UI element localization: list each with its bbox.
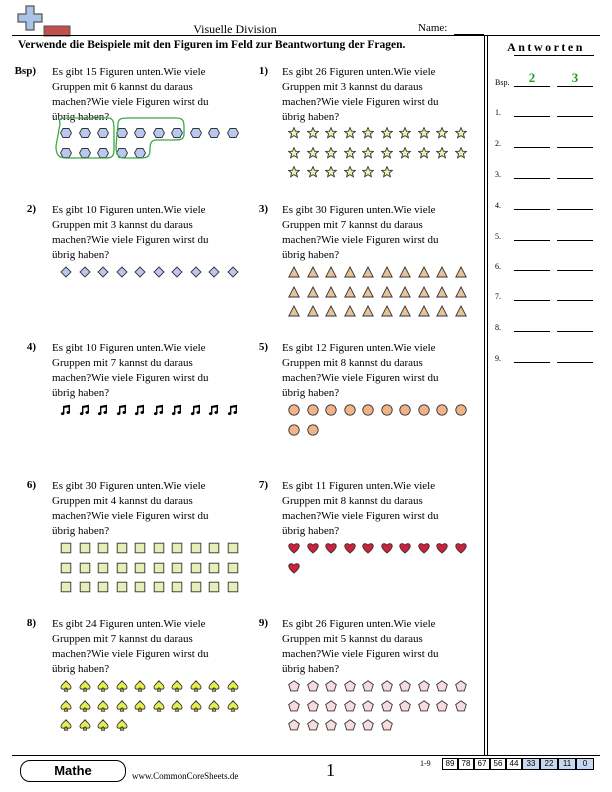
triangle-icon [288,285,300,297]
question-text: Es gibt 10 Figuren unten.Wie viele Gruppen mit 7 kannst du daraus machen?Wie viele Figuren wirst du übrig haben? [52,342,209,399]
score-cell: 22 [540,758,558,770]
pentagon-icon [381,718,393,730]
square-icon [79,541,91,553]
star-icon [344,146,356,158]
answer-label: 2. [495,139,501,148]
square-icon [153,541,165,553]
triangle-icon [381,265,393,277]
star-icon [381,146,393,158]
triangle-icon [288,265,300,277]
question-text: Es gibt 26 Figuren unten.Wie viele Gruppen mit 5 kannst du daraus machen?Wie viele Figuren wirst du übrig haben? [282,618,439,675]
circle-icon [307,423,319,435]
question-number: 9) [258,617,268,629]
note-icon [227,403,239,415]
star-icon [307,165,319,177]
star-icon [381,126,393,138]
star-icon [307,126,319,138]
square-icon [97,541,109,553]
pentagon-icon [418,679,430,691]
square-icon [227,541,239,553]
answer-line[interactable] [557,166,593,179]
hexagon-icon [97,146,109,158]
heart-icon [399,541,411,553]
square-icon [190,541,202,553]
heart-icon [307,541,319,553]
triangle-icon [362,265,374,277]
star-icon [418,126,430,138]
answer-line[interactable] [514,197,550,210]
question-text: Es gibt 11 Figuren unten.Wie viele Gruppen mit 8 kannst du daraus machen?Wie viele Figuren wirst du übrig haben? [282,480,439,537]
square-icon [190,561,202,573]
pentagon-icon [436,679,448,691]
page-number: 1 [326,760,335,780]
pentagon-icon [288,699,300,711]
spade-icon [153,699,165,711]
circle-icon [455,403,467,415]
note-icon [116,403,128,415]
square-icon [116,541,128,553]
star-icon [399,126,411,138]
square-icon [208,541,220,553]
square-icon [60,541,72,553]
heart-icon [288,541,300,553]
spade-icon [190,699,202,711]
square-icon [116,580,128,592]
answer-example-line [514,73,550,87]
note-icon [208,403,220,415]
diamond-icon [190,265,202,277]
pentagon-icon [455,679,467,691]
pentagon-icon [307,718,319,730]
circle-icon [418,403,430,415]
answer-line[interactable] [557,319,593,332]
answer-label: 1. [495,108,501,117]
star-icon [288,165,300,177]
score-cell: 67 [474,758,490,770]
triangle-icon [455,285,467,297]
spade-icon [227,699,239,711]
answer-label: 8. [495,323,501,332]
score-cell: 89 [442,758,458,770]
subject-badge: Mathe [20,760,126,782]
answer-line[interactable] [514,166,550,179]
score-cell: 11 [558,758,576,770]
question-number: 5) [258,341,268,353]
pentagon-icon [362,699,374,711]
answers-title-underline [514,55,594,56]
answer-line[interactable] [514,350,550,363]
pentagon-icon [455,699,467,711]
pentagon-icon [399,699,411,711]
triangle-icon [436,265,448,277]
pentagon-icon [307,699,319,711]
square-icon [134,580,146,592]
question-text: Es gibt 15 Figuren unten.Wie viele Gruppen mit 6 kannst du daraus machen?Wie viele Figuren wirst du übrig haben? [52,66,209,123]
square-icon [153,580,165,592]
star-icon [362,126,374,138]
page-title: Visuelle Division [193,22,277,36]
diamond-icon [79,265,91,277]
circle-icon [362,403,374,415]
answer-line[interactable] [557,104,593,117]
spade-icon [79,699,91,711]
spade-icon [116,679,128,691]
hexagon-icon [134,146,146,158]
triangle-icon [307,285,319,297]
triangle-icon [325,265,337,277]
spade-icon [208,699,220,711]
note-icon [153,403,165,415]
pentagon-icon [344,699,356,711]
star-icon [325,165,337,177]
diamond-icon [60,265,72,277]
hexagon-icon [60,126,72,138]
star-icon [455,126,467,138]
spade-icon [134,679,146,691]
spade-icon [227,679,239,691]
hexagon-icon [116,126,128,138]
square-icon [227,580,239,592]
question-text: Es gibt 26 Figuren unten.Wie viele Gruppen mit 3 kannst du daraus machen?Wie viele Figuren wirst du übrig haben? [282,66,439,123]
spade-icon [171,699,183,711]
pentagon-icon [362,718,374,730]
triangle-icon [344,304,356,316]
score-cell: 44 [506,758,522,770]
answer-line[interactable] [514,104,550,117]
hexagon-icon [134,126,146,138]
square-icon [79,561,91,573]
hexagon-icon [190,126,202,138]
pentagon-icon [325,699,337,711]
answers-title: Antworten [507,40,585,54]
note-icon [171,403,183,415]
spade-icon [116,718,128,730]
triangle-icon [362,304,374,316]
square-icon [97,580,109,592]
note-icon [134,403,146,415]
heart-icon [344,541,356,553]
triangle-icon [307,304,319,316]
triangle-icon [344,265,356,277]
footer-divider [12,755,600,756]
square-icon [60,580,72,592]
diamond-icon [97,265,109,277]
hexagon-icon [227,126,239,138]
heart-icon [381,541,393,553]
question-text: Es gibt 30 Figuren unten.Wie viele Gruppen mit 7 kannst du daraus machen?Wie viele Figuren wirst du übrig haben? [282,204,439,261]
answer-example-label: Bsp. [495,78,510,87]
spade-icon [208,679,220,691]
star-icon [325,146,337,158]
square-icon [208,580,220,592]
square-icon [171,561,183,573]
answer-label: 4. [495,201,501,210]
question-text: Es gibt 24 Figuren unten.Wie viele Gruppen mit 7 kannst du daraus machen?Wie viele Figuren wirst du übrig haben? [52,618,209,675]
answer-example-value: 2 [528,70,536,85]
triangle-icon [455,304,467,316]
star-icon [344,165,356,177]
answer-line[interactable] [514,319,550,332]
circle-icon [307,403,319,415]
answer-line[interactable] [514,258,550,271]
pentagon-icon [436,699,448,711]
star-icon [436,126,448,138]
question-text: Es gibt 30 Figuren unten.Wie viele Gruppen mit 4 kannst du daraus machen?Wie viele Figuren wirst du übrig haben? [52,480,209,537]
heart-icon [325,541,337,553]
pentagon-icon [362,679,374,691]
hexagon-icon [60,146,72,158]
square-icon [171,541,183,553]
question-text: Es gibt 10 Figuren unten.Wie viele Gruppen mit 3 kannst du daraus machen?Wie viele Figuren wirst du übrig haben? [52,204,209,261]
spade-icon [60,699,72,711]
spade-icon [153,679,165,691]
square-icon [116,561,128,573]
question-number: 6) [26,479,36,491]
pentagon-icon [288,679,300,691]
answer-line[interactable] [557,350,593,363]
diamond-icon [153,265,165,277]
pentagon-icon [399,679,411,691]
square-icon [79,580,91,592]
score-cell: 33 [522,758,540,770]
star-icon [325,126,337,138]
answer-line[interactable] [514,135,550,148]
square-icon [227,561,239,573]
column-divider-inner [487,35,488,755]
answer-line[interactable] [557,288,593,301]
square-icon [134,561,146,573]
note-icon [97,403,109,415]
triangle-icon [381,304,393,316]
answer-label: 9. [495,354,501,363]
pentagon-icon [325,718,337,730]
diamond-icon [227,265,239,277]
header-divider [12,35,600,36]
spade-icon [190,679,202,691]
answer-label: 6. [495,262,501,271]
triangle-icon [399,285,411,297]
answer-line[interactable] [557,228,593,241]
pentagon-icon [325,679,337,691]
star-icon [362,165,374,177]
spade-icon [97,699,109,711]
square-icon [134,541,146,553]
pentagon-icon [344,718,356,730]
triangle-icon [325,304,337,316]
spade-icon [97,679,109,691]
square-icon [190,580,202,592]
triangle-icon [288,304,300,316]
site-url: www.CommonCoreSheets.de [132,771,239,781]
star-icon [418,146,430,158]
star-icon [362,146,374,158]
answer-line[interactable] [514,228,550,241]
pentagon-icon [418,699,430,711]
column-divider [484,35,485,755]
square-icon [153,561,165,573]
spade-icon [79,679,91,691]
spade-icon [134,699,146,711]
square-icon [60,561,72,573]
triangle-icon [325,285,337,297]
triangle-icon [399,304,411,316]
question-number: Bsp) [14,65,36,77]
answer-line[interactable] [557,258,593,271]
score-label: 1-9 [420,759,431,768]
star-icon [436,146,448,158]
name-label: Name: [418,22,448,34]
pentagon-icon [307,679,319,691]
circle-icon [344,403,356,415]
spade-icon [60,679,72,691]
pentagon-icon [288,718,300,730]
star-icon [307,146,319,158]
pentagon-icon [381,699,393,711]
pentagon-icon [381,679,393,691]
triangle-icon [418,285,430,297]
spade-icon [116,699,128,711]
star-icon [288,146,300,158]
triangle-icon [436,304,448,316]
answer-line[interactable] [557,135,593,148]
heart-icon [418,541,430,553]
star-icon [455,146,467,158]
hexagon-icon [208,126,220,138]
circle-icon [325,403,337,415]
circle-icon [288,403,300,415]
question-number: 1) [258,65,268,77]
answer-example-value: 3 [571,70,579,85]
note-icon [190,403,202,415]
heart-icon [288,561,300,573]
question-number: 8) [26,617,36,629]
triangle-icon [418,265,430,277]
question-number: 7) [258,479,268,491]
spade-icon [97,718,109,730]
heart-icon [436,541,448,553]
circle-icon [399,403,411,415]
question-text: Es gibt 12 Figuren unten.Wie viele Gruppen mit 8 kannst du daraus machen?Wie viele Figuren wirst du übrig haben? [282,342,439,399]
instructions: Verwende die Beispiele mit den Figuren im Feld zur Beantwortung der Fragen. [18,39,406,51]
spade-icon [60,718,72,730]
square-icon [97,561,109,573]
diamond-icon [116,265,128,277]
spade-icon [171,679,183,691]
hexagon-icon [116,146,128,158]
circle-icon [436,403,448,415]
triangle-icon [436,285,448,297]
pentagon-icon [344,679,356,691]
triangle-icon [399,265,411,277]
hexagon-icon [171,126,183,138]
heart-icon [362,541,374,553]
question-number: 3) [258,203,268,215]
note-icon [60,403,72,415]
circle-icon [381,403,393,415]
answer-line[interactable] [514,288,550,301]
hexagon-icon [79,146,91,158]
star-icon [381,165,393,177]
answer-line[interactable] [557,197,593,210]
heart-icon [455,541,467,553]
answer-label: 5. [495,232,501,241]
answer-label: 3. [495,170,501,179]
hexagon-icon [97,126,109,138]
diamond-icon [134,265,146,277]
question-number: 4) [26,341,36,353]
score-cell: 0 [576,758,594,770]
triangle-icon [307,265,319,277]
question-number: 2) [26,203,36,215]
triangle-icon [455,265,467,277]
triangle-icon [418,304,430,316]
note-icon [79,403,91,415]
diamond-icon [171,265,183,277]
spade-icon [79,718,91,730]
star-icon [288,126,300,138]
score-cell: 78 [458,758,474,770]
triangle-icon [381,285,393,297]
star-icon [344,126,356,138]
score-cell: 56 [490,758,506,770]
hexagon-icon [79,126,91,138]
diamond-icon [208,265,220,277]
triangle-icon [344,285,356,297]
answer-label: 7. [495,292,501,301]
square-icon [171,580,183,592]
triangle-icon [362,285,374,297]
answer-example-line [557,73,593,87]
star-icon [399,146,411,158]
circle-icon [288,423,300,435]
square-icon [208,561,220,573]
hexagon-icon [153,126,165,138]
